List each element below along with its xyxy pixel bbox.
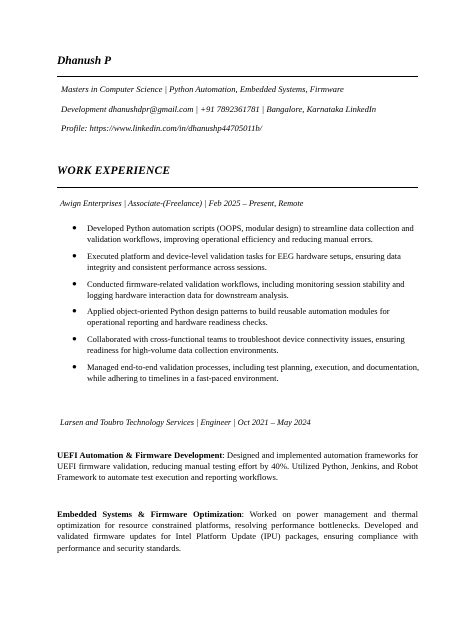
bullet-icon: ● <box>72 334 77 344</box>
contact-line-2: Development dhanushdpr@gmail.com | +91 7892361781 | Bangalore, Karnataka LinkedIn <box>61 104 377 114</box>
section-divider <box>57 187 418 188</box>
bullet-text: Developed Python automation scripts (OOPS, modular design) to streamline data collection and validation workflows, improving operational efficiency and reducing manual errors. <box>87 223 414 244</box>
list-item <box>70 362 420 384</box>
header-divider <box>57 76 418 77</box>
bullet-icon: ● <box>72 223 77 232</box>
job-title-line: Larsen and Toubro Technology Services | Engineer | Oct 2021 – May 2024 <box>60 418 311 427</box>
bullet-text: Applied object-oriented Python design patterns to build reusable automation modules for operational reporting and hardware readiness checks. <box>87 306 390 328</box>
project-title: UEFI Automation & Firmware Development <box>57 450 223 460</box>
project-paragraph <box>57 450 418 484</box>
job-bullet-list <box>70 223 420 390</box>
section-heading-work-experience: WORK EXPERIENCE <box>57 165 171 177</box>
bullet-text: Managed end-to-end validation processes, including test planning, execution, and documentation, while adhering to timelines in a fast-paced environment. <box>87 362 420 383</box>
project-description: : Worked on power management and thermal optimization for resource constrained platforms, resolving performance bottlenecks. Developed and validated firmware updates for Intel Platform Update (IPU) packages, ensuring compliance with performance and security standards. <box>57 509 418 553</box>
bullet-text: Executed platform and device-level validation tasks for EEG hardware setups, ensuring data integrity and consistent performance across sessions. <box>87 250 401 272</box>
bullet-icon: ● <box>72 250 77 260</box>
bullet-icon: ● <box>72 362 77 372</box>
bullet-icon: ● <box>72 278 77 288</box>
project-description: : Designed and implemented automation frameworks for UEFI firmware validation, reducing manual testing effort by 40%. Utilized Python, Jenkins, and Robot Framework to automate test execution and reporting workflows. <box>57 450 418 483</box>
list-item <box>70 223 420 245</box>
contact-line-3: Profile: https://www.linkedin.com/in/dhanushp44705011b/ <box>61 123 263 133</box>
candidate-name: Dhanush P <box>57 55 112 67</box>
bullet-icon: ● <box>72 306 77 316</box>
bullet-text: Collaborated with cross-functional teams to troubleshoot device connectivity issues, ensuring readiness for high-volume data collection environments. <box>87 334 405 356</box>
project-paragraph <box>57 509 418 554</box>
list-item <box>70 251 420 273</box>
job-title-line: Awign Enterprises | Associate-(Freelance) | Feb 2025 – Present, Remote <box>60 199 304 208</box>
project-title: Embedded Systems & Firmware Optimization <box>57 509 242 519</box>
list-item <box>70 334 420 356</box>
list-item <box>70 279 420 301</box>
bullet-text: Conducted firmware-related validation workflows, including monitoring session stability and logging hardware interaction data for downstream analysis. <box>87 278 405 300</box>
contact-line-1: Masters in Computer Science | Python Automation, Embedded Systems, Firmware <box>61 84 344 94</box>
list-item <box>70 306 420 328</box>
